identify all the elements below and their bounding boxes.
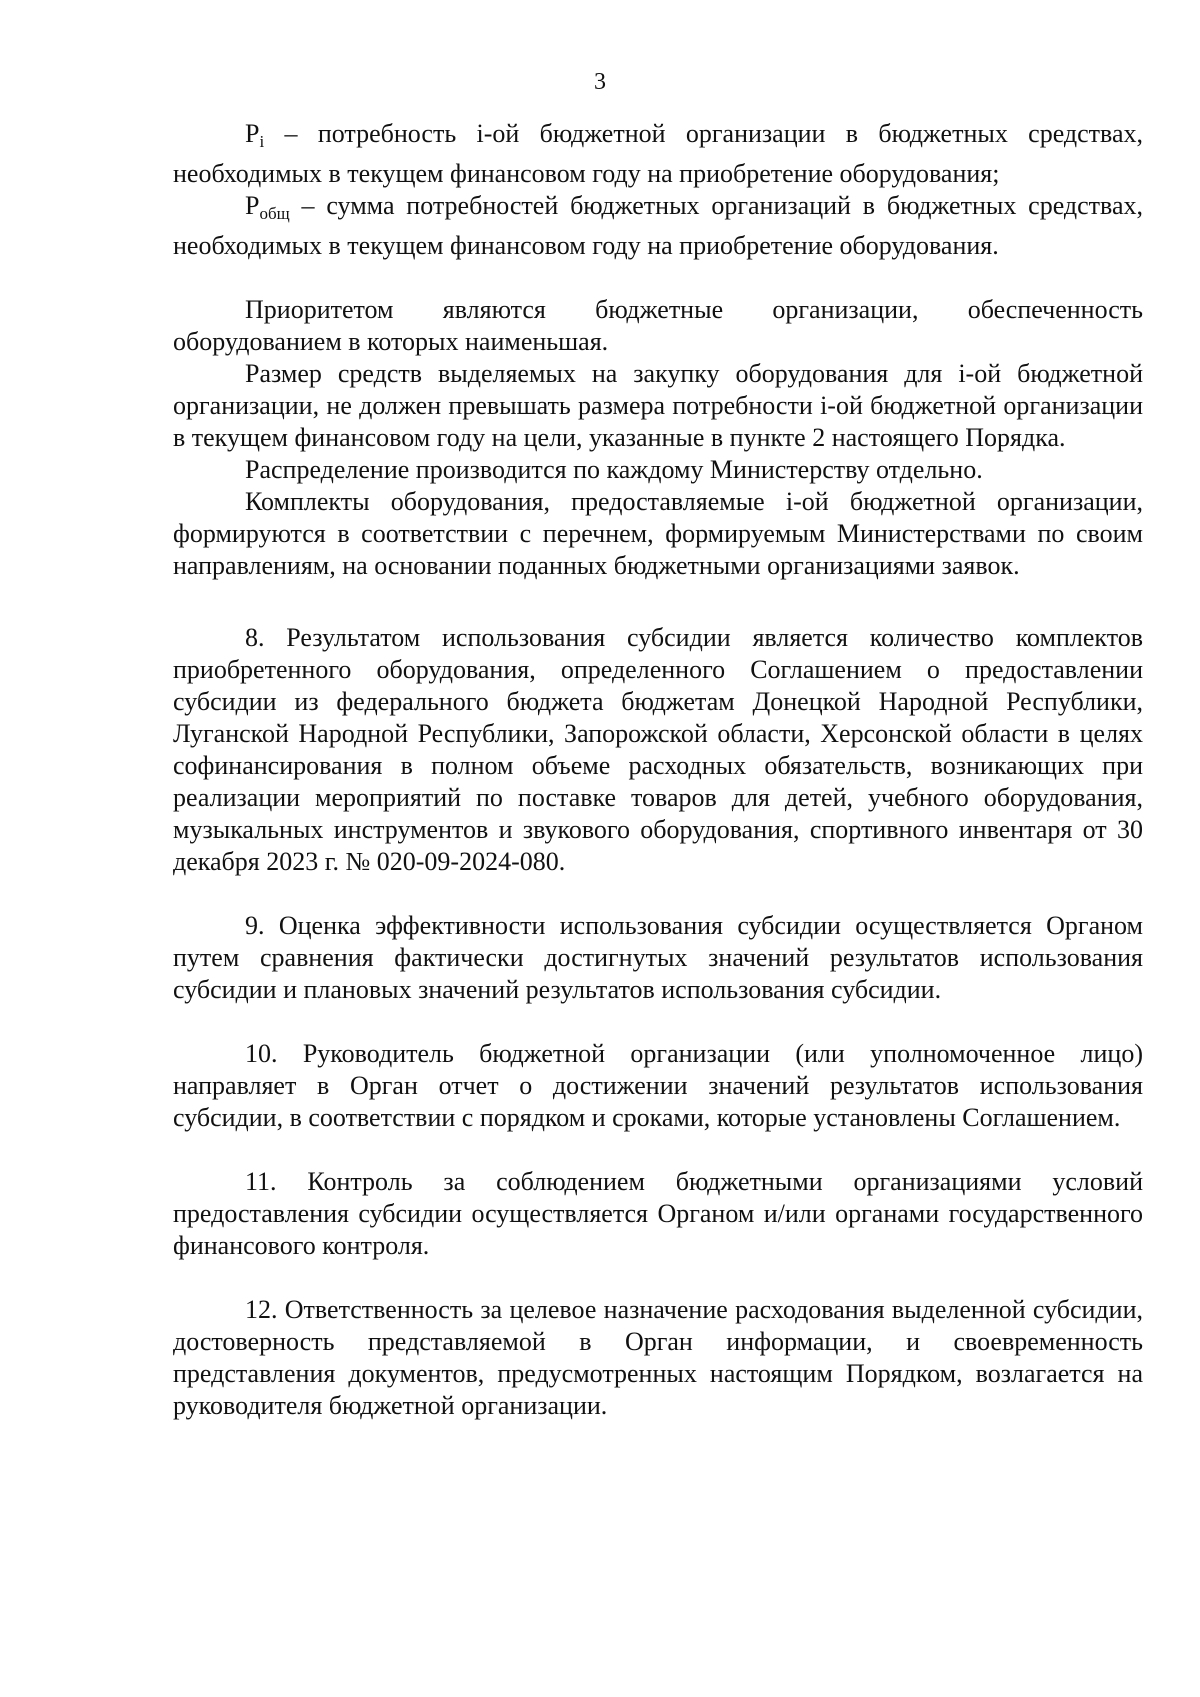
- definition-pi-text: – потребность i-ой бюджетной организации в бюджетных средствах, необходимых в текущем финансовом году на приобретение оборудования;: [173, 119, 1143, 188]
- paragraph-item-8: 8. Результатом использования субсидии является количество комплектов приобретенного оборудования, определенного Соглашением о предоставлении субсидии из федерального бюджета бюджетам Донецкой Народной Республики, Луганской Народной Республики, Запорожской области, Херсонской области в целях софинансирования в полном объеме расходных обязательств, возникающих при реализации мероприятий по поставке товаров для детей, учебного оборудования, музыкальных инструментов и звукового оборудования, спортивного инвентаря от 30 декабря 2023 г. № 020-09-2024-080.: [173, 623, 1143, 876]
- subscript-i: i: [259, 132, 265, 151]
- paragraph-amount-limit: Размер средств выделяемых на закупку оборудования для i-ой бюджетной организации, не должен превышать размера потребности i-ой бюджетной организации в текущем финансовом году на цели, указанные в пункте 2 настоящего Порядка.: [173, 359, 1143, 452]
- paragraph-item-11: 11. Контроль за соблюдением бюджетными организациями условий предоставления субсидии осуществляется Органом и/или органами государственного финансового контроля.: [173, 1167, 1143, 1260]
- paragraph-distribution: Распределение производится по каждому Министерству отдельно.: [245, 455, 983, 484]
- symbol-p: P: [245, 191, 260, 220]
- paragraph-equipment-sets: Комплекты оборудования, предоставляемые i-ой бюджетной организации, формируются в соответствии с перечнем, формируемым Министерствами по своим направлениям, на основании поданных бюджетными организациями заявок.: [173, 487, 1143, 580]
- page-number: 3: [594, 69, 606, 95]
- paragraph-item-12: 12. Ответственность за целевое назначение расходования выделенной субсидии, достоверность представляемой в Орган информации, и своевременность представления документов, предусмотренных настоящим Порядком, возлагается на руководителя бюджетной организации.: [173, 1295, 1143, 1420]
- definition-ptotal-text: – сумма потребностей бюджетных организаций в бюджетных средствах, необходимых в текущем финансовом году на приобретение оборудования.: [173, 191, 1143, 260]
- subscript-total: общ: [259, 204, 290, 223]
- paragraph-item-9: 9. Оценка эффективности использования субсидии осуществляется Органом путем сравнения фактически достигнутых значений результатов использования субсидии и плановых значений результатов использования субсидии.: [173, 911, 1143, 1004]
- definition-pi: [173, 118, 1143, 190]
- document-body: [173, 118, 1143, 1422]
- paragraph-item-10: 10. Руководитель бюджетной организации (или уполномоченное лицо) направляет в Орган отчет о достижении значений результатов использования субсидии, в соответствии с порядком и сроками, которые установлены Соглашением.: [173, 1039, 1143, 1132]
- paragraph-priority: Приоритетом являются бюджетные организации, обеспеченность оборудованием в которых наименьшая.: [173, 295, 1143, 356]
- definition-ptotal: [173, 190, 1143, 262]
- symbol-p: P: [245, 119, 260, 148]
